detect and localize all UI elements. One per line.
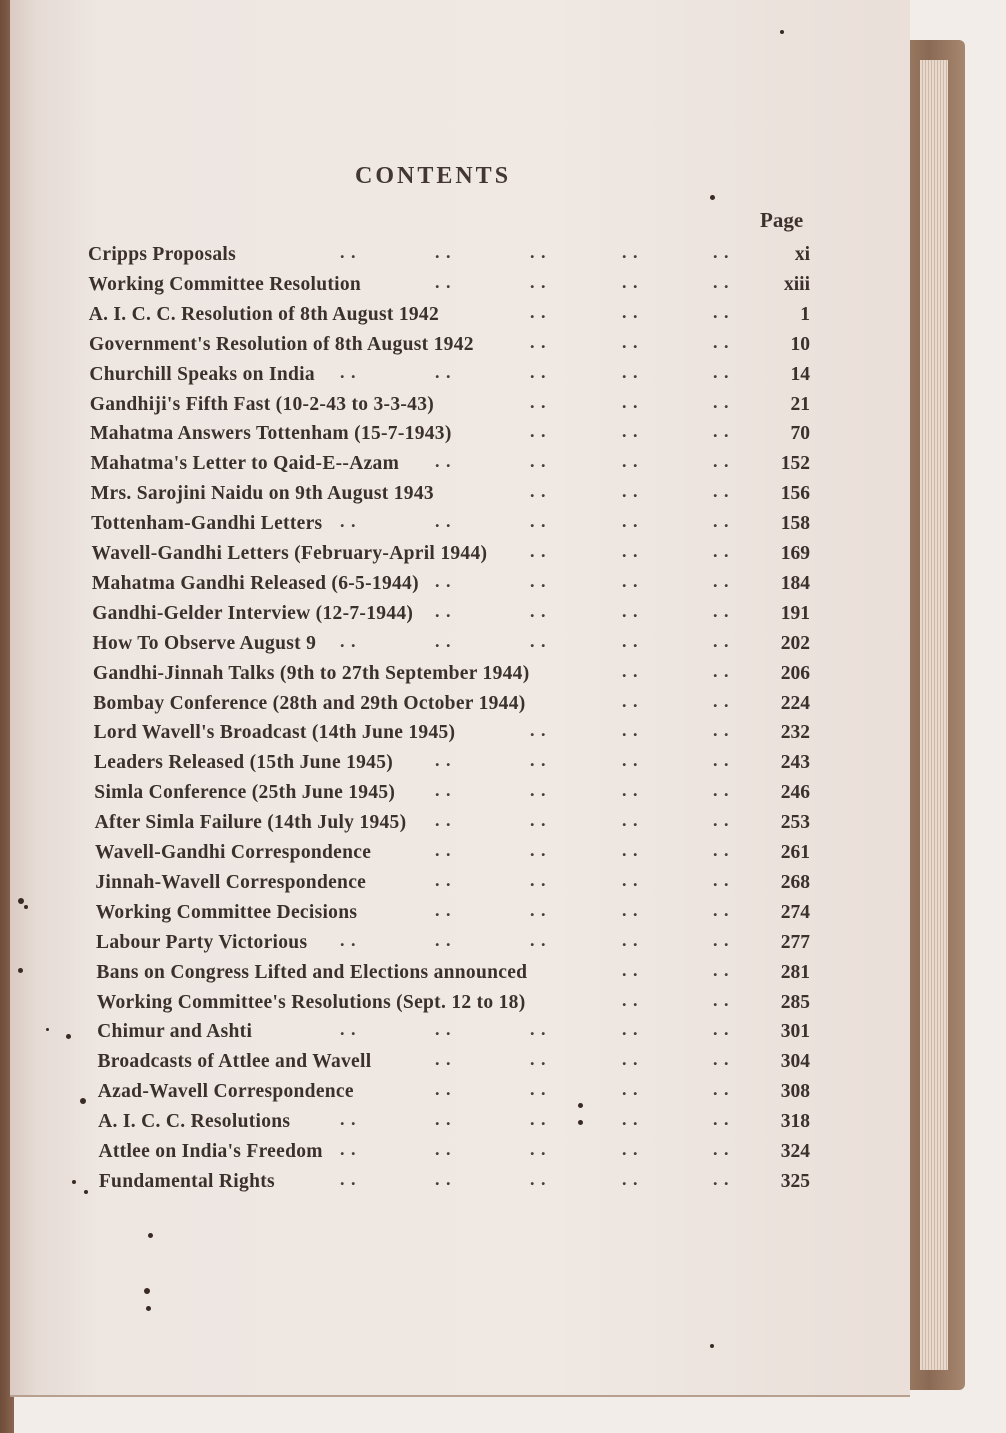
leader-dots: . . (622, 869, 639, 890)
toc-entry-page: 277 (780, 931, 810, 953)
toc-entry-title: Leaders Released (15th June 1945) (93, 752, 394, 774)
toc-entry (10, 722, 910, 752)
leader-dots: . . (713, 570, 730, 591)
leader-dots: . . (622, 331, 639, 352)
toc-entry-title: Broadcasts of Attlee and Wavell (97, 1051, 372, 1073)
leader-dots: . . (713, 929, 730, 950)
toc-entry-title: How To Observe August 9 (92, 632, 317, 654)
leader-dots: . . (340, 1019, 357, 1040)
toc-entry-page: 14 (790, 363, 810, 385)
toc-entry-title: Jinnah-Wavell Correspondence (95, 871, 367, 893)
toc-entry-page: 158 (780, 513, 810, 535)
toc-entry-page: 304 (780, 1051, 810, 1073)
leader-dots: . . (622, 959, 639, 980)
toc-entry-page: 1 (800, 303, 810, 325)
leader-dots: . . (713, 600, 730, 621)
leader-dots: . . (530, 630, 547, 651)
leader-dots: . . (622, 720, 639, 741)
leader-dots: . . (622, 989, 639, 1010)
toc-entry (10, 600, 910, 633)
contents-page (10, 0, 910, 1395)
toc-entry-page: 152 (780, 453, 810, 475)
leader-dots: . . (530, 271, 547, 292)
toc-list (10, 0, 910, 1395)
leader-dots: . . (530, 570, 547, 591)
toc-entry-page: 285 (780, 991, 810, 1013)
leader-dots: . . (713, 242, 730, 262)
toc-entry (10, 842, 910, 872)
leader-dots: . . (340, 1139, 357, 1159)
leader-dots: . . (622, 1049, 639, 1070)
ink-speck (72, 1180, 76, 1184)
toc-entry-title: Cripps Proposals (88, 244, 237, 265)
leader-dots: . . (435, 810, 452, 831)
leader-dots: . . (713, 391, 730, 412)
leader-dots: . . (530, 1079, 547, 1100)
leader-dots: . . (435, 511, 452, 532)
ink-speck (46, 1028, 49, 1031)
leader-dots: . . (340, 929, 357, 950)
toc-entry-title: Mahatma Answers Tottenham (15-7-1943) (90, 423, 452, 445)
ink-speck (578, 1120, 583, 1125)
toc-entry-page: 156 (780, 483, 810, 505)
leader-dots: . . (622, 391, 639, 412)
toc-entry (10, 301, 910, 334)
leader-dots: . . (622, 242, 639, 262)
leader-dots: . . (435, 929, 452, 950)
toc-entry-title: Bombay Conference (28th and 29th October 1944) (93, 692, 526, 714)
toc-entry-page: 318 (780, 1111, 810, 1133)
leader-dots: . . (622, 570, 639, 591)
leader-dots: . . (530, 242, 547, 262)
leader-dots: . . (530, 1139, 547, 1159)
leader-dots: . . (340, 242, 357, 262)
leader-dots: . . (713, 1049, 730, 1070)
leader-dots: . . (435, 1049, 452, 1070)
ink-speck (146, 1306, 151, 1311)
ink-speck (80, 1098, 86, 1104)
toc-entry-page: 246 (780, 782, 810, 804)
leader-dots: . . (622, 899, 639, 920)
leader-dots: . . (435, 451, 452, 472)
page-title: CONTENTS (355, 163, 512, 189)
leader-dots: . . (530, 810, 547, 831)
toc-entry (10, 1141, 910, 1171)
leader-dots: . . (435, 630, 452, 651)
toc-entry-title: Labour Party Victorious (96, 931, 308, 953)
leader-dots: . . (435, 1139, 452, 1159)
toc-entry (10, 869, 910, 902)
toc-entry-page: 308 (780, 1081, 810, 1103)
ink-speck (710, 1344, 714, 1348)
toc-entry (10, 244, 910, 274)
leader-dots: . . (530, 481, 547, 502)
toc-entry-page: 206 (780, 662, 810, 684)
toc-entry-page: 325 (780, 1170, 810, 1192)
toc-entry-title: Working Committee Resolution (88, 273, 362, 295)
leader-dots: . . (713, 331, 730, 352)
toc-entry (10, 391, 910, 424)
leader-dots: . . (435, 840, 452, 860)
leader-dots: . . (622, 660, 639, 681)
leader-dots: . . (622, 1079, 639, 1100)
toc-entry (10, 989, 910, 1022)
leader-dots: . . (713, 361, 730, 382)
toc-entry-title: Gandhi-Jinnah Talks (9th to 27th September 1944) (92, 662, 530, 684)
leader-dots: . . (713, 869, 730, 890)
toc-entry-title: After Simla Failure (14th July 1945) (94, 812, 407, 834)
page-edges (920, 60, 948, 1370)
toc-entry-title: Churchill Speaks on India (89, 363, 315, 385)
leader-dots: . . (713, 690, 730, 711)
leader-dots: . . (340, 1109, 357, 1130)
toc-entry-page: xi (794, 244, 810, 265)
toc-entry (10, 1111, 910, 1141)
toc-entry (10, 570, 910, 603)
leader-dots: . . (435, 869, 452, 890)
ink-speck (18, 968, 23, 973)
leader-dots: . . (622, 929, 639, 950)
ink-speck (578, 1103, 583, 1108)
toc-entry-page: 70 (790, 423, 810, 445)
toc-entry-page: 202 (780, 632, 810, 654)
toc-entry-page: xiii (783, 273, 810, 295)
page-column-header: Page (760, 208, 804, 232)
leader-dots: . . (713, 630, 730, 651)
toc-entry-title: Working Committee's Resolutions (Sept. 12 to 18) (96, 991, 526, 1013)
leader-dots: . . (713, 959, 730, 980)
ink-speck (144, 1288, 150, 1294)
toc-entry (10, 752, 910, 782)
toc-entry-page: 261 (780, 842, 810, 863)
leader-dots: . . (713, 301, 730, 322)
leader-dots: . . (622, 361, 639, 382)
leader-dots: . . (435, 271, 452, 292)
leader-dots: . . (435, 1079, 452, 1100)
toc-entry-title: Wavell-Gandhi Correspondence (95, 842, 372, 863)
leader-dots: . . (622, 1139, 639, 1159)
leader-dots: . . (530, 361, 547, 382)
leader-dots: . . (713, 660, 730, 681)
toc-entry-page: 21 (790, 393, 810, 415)
toc-entry-page: 184 (780, 572, 810, 594)
leader-dots: . . (340, 511, 357, 532)
leader-dots: . . (622, 1109, 639, 1130)
ink-speck (66, 1034, 71, 1039)
leader-dots: . . (622, 630, 639, 651)
toc-entry (10, 690, 910, 723)
leader-dots: . . (713, 511, 730, 532)
toc-entry-title: Government's Resolution of 8th August 1942 (89, 333, 474, 355)
toc-entry (10, 812, 910, 842)
leader-dots: . . (530, 541, 547, 561)
leader-dots: . . (530, 451, 547, 472)
leader-dots: . . (530, 840, 547, 860)
toc-entry-page: 169 (780, 543, 810, 564)
leader-dots: . . (530, 899, 547, 920)
leader-dots: . . (435, 780, 452, 801)
toc-entry (10, 1081, 910, 1111)
toc-entry-page: 224 (780, 692, 810, 714)
toc-entry (10, 899, 910, 932)
toc-entry-page: 268 (780, 871, 810, 893)
leader-dots: . . (622, 840, 639, 860)
leader-dots: . . (713, 1139, 730, 1159)
leader-dots: . . (530, 720, 547, 741)
toc-entry-page: 10 (790, 333, 810, 355)
toc-entry (10, 929, 910, 962)
leader-dots: . . (530, 511, 547, 532)
leader-dots: . . (622, 750, 639, 771)
leader-dots: . . (713, 750, 730, 771)
leader-dots: . . (435, 600, 452, 621)
leader-dots: . . (530, 1168, 547, 1189)
leader-dots: . . (713, 271, 730, 292)
leader-dots: . . (713, 1019, 730, 1040)
leader-dots: . . (530, 1019, 547, 1040)
leader-dots: . . (713, 899, 730, 920)
toc-entry-page: 232 (780, 722, 810, 744)
leader-dots: . . (530, 750, 547, 771)
leader-dots: . . (340, 361, 357, 382)
leader-dots: . . (713, 810, 730, 831)
leader-dots: . . (713, 421, 730, 442)
leader-dots: . . (530, 301, 547, 322)
toc-entry-title: Mahatma Gandhi Released (6-5-1944) (91, 572, 419, 594)
toc-entry-page: 301 (780, 1021, 810, 1043)
toc-entry-page: 274 (780, 901, 810, 923)
leader-dots: . . (530, 869, 547, 890)
toc-entry-title: Mahatma's Letter to Qaid-E--Azam (90, 453, 400, 475)
leader-dots: . . (622, 451, 639, 472)
leader-dots: . . (622, 1019, 639, 1040)
toc-entry-title: A. I. C. C. Resolutions (98, 1111, 291, 1133)
toc-entry-page: 253 (780, 812, 810, 834)
toc-entry-title: Gandhi-Gelder Interview (12-7-1944) (92, 602, 414, 624)
leader-dots: . . (713, 720, 730, 741)
leader-dots: . . (713, 989, 730, 1010)
toc-entry-title: Tottenham-Gandhi Letters (91, 513, 323, 535)
leader-dots: . . (530, 1109, 547, 1130)
toc-entry (10, 331, 910, 364)
leader-dots: . . (530, 391, 547, 412)
leader-dots: . . (622, 541, 639, 561)
leader-dots: . . (435, 242, 452, 262)
toc-entry-title: Working Committee Decisions (95, 901, 358, 923)
toc-entry (10, 660, 910, 693)
toc-entry (10, 782, 910, 812)
ink-speck (148, 1233, 153, 1238)
toc-entry-page: 243 (780, 752, 810, 774)
toc-entry-page: 281 (780, 961, 810, 983)
toc-entry (10, 1051, 910, 1081)
leader-dots: . . (622, 780, 639, 801)
toc-entry-title: Wavell-Gandhi Letters (February-April 1944) (91, 543, 488, 564)
toc-entry-title: Lord Wavell's Broadcast (14th June 1945) (93, 722, 456, 744)
ink-speck (18, 898, 24, 904)
toc-entry (10, 361, 910, 394)
toc-entry (10, 1021, 910, 1051)
ink-speck (710, 195, 715, 200)
book-page (10, 0, 910, 1397)
toc-entry (10, 630, 910, 663)
leader-dots: . . (340, 1168, 357, 1189)
leader-dots: . . (435, 1109, 452, 1130)
toc-entry (10, 271, 910, 304)
leader-dots: . . (530, 780, 547, 801)
ink-speck (24, 905, 28, 909)
toc-entry-title: Bans on Congress Lifted and Elections announced (96, 961, 528, 983)
leader-dots: . . (435, 1019, 452, 1040)
leader-dots: . . (340, 630, 357, 651)
leader-dots: . . (622, 271, 639, 292)
leader-dots: . . (713, 840, 730, 860)
leader-dots: . . (713, 1079, 730, 1100)
ink-speck (780, 30, 784, 34)
leader-dots: . . (530, 1049, 547, 1070)
leader-dots: . . (622, 600, 639, 621)
toc-entry (10, 513, 910, 543)
toc-entry-page: 324 (780, 1141, 810, 1162)
toc-entry-title: Chimur and Ashti (97, 1021, 253, 1043)
toc-entry (10, 483, 910, 513)
leader-dots: . . (622, 810, 639, 831)
leader-dots: . . (713, 1168, 730, 1189)
leader-dots: . . (530, 600, 547, 621)
leader-dots: . . (530, 331, 547, 352)
leader-dots: . . (530, 929, 547, 950)
leader-dots: . . (530, 421, 547, 442)
leader-dots: . . (435, 1168, 452, 1189)
toc-entry (10, 1168, 910, 1201)
toc-entry (10, 959, 910, 992)
leader-dots: . . (713, 1109, 730, 1130)
leader-dots: . . (713, 541, 730, 561)
leader-dots: . . (435, 570, 452, 591)
toc-entry (10, 543, 910, 573)
toc-entry-title: Simla Conference (25th June 1945) (94, 782, 396, 804)
toc-entry-title: Fundamental Rights (98, 1170, 275, 1192)
leader-dots: . . (435, 361, 452, 382)
toc-entry (10, 423, 910, 453)
ink-speck (84, 1190, 88, 1194)
toc-entry-title: Mrs. Sarojini Naidu on 9th August 1943 (90, 483, 434, 505)
toc-entry-title: Azad-Wavell Correspondence (97, 1081, 354, 1103)
leader-dots: . . (622, 511, 639, 532)
toc-entry-title: Gandhiji's Fifth Fast (10-2-43 to 3-3-43) (89, 393, 435, 415)
leader-dots: . . (435, 750, 452, 771)
leader-dots: . . (622, 301, 639, 322)
leader-dots: . . (622, 481, 639, 502)
leader-dots: . . (435, 899, 452, 920)
leader-dots: . . (713, 780, 730, 801)
toc-entry (10, 453, 910, 483)
leader-dots: . . (622, 690, 639, 711)
toc-entry-page: 191 (780, 602, 810, 624)
leader-dots: . . (713, 481, 730, 502)
leader-dots: . . (622, 1168, 639, 1189)
toc-entry-title: Attlee on India's Freedom (98, 1141, 323, 1162)
toc-entry-title: A. I. C. C. Resolution of 8th August 1942 (88, 303, 440, 325)
leader-dots: . . (622, 421, 639, 442)
leader-dots: . . (713, 451, 730, 472)
